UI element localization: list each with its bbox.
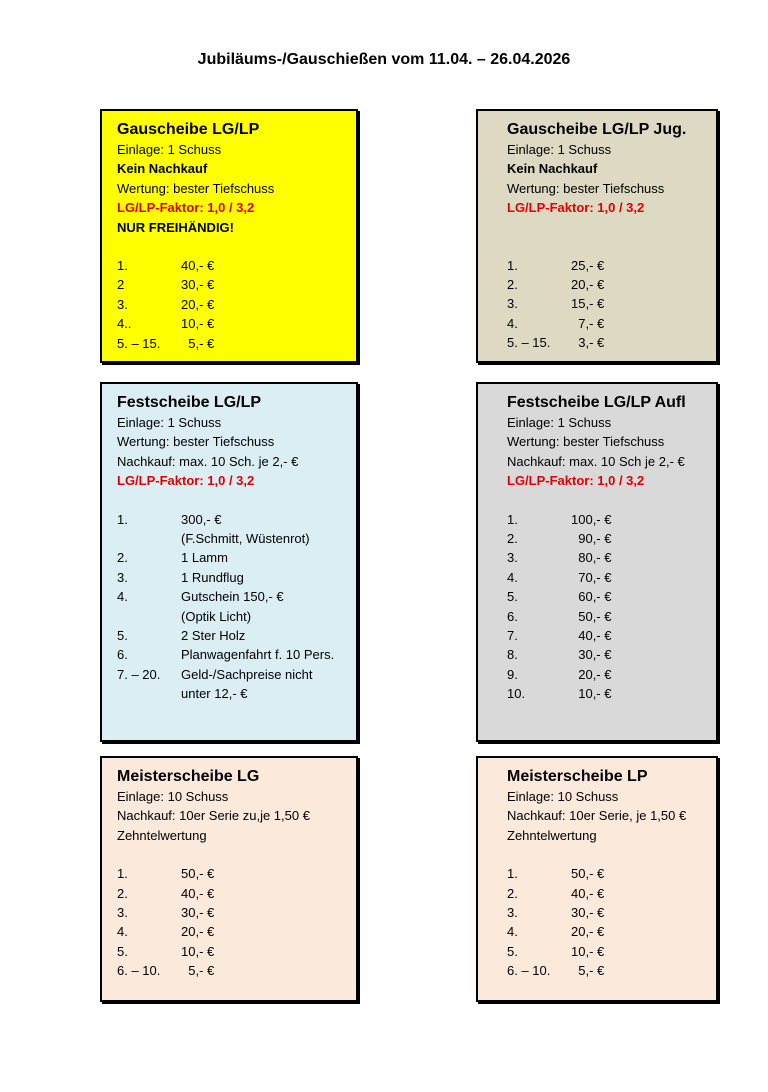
prize-rank: 5. <box>117 628 128 644</box>
prize-rank <box>117 529 181 548</box>
faktor-text: LG/LP-Faktor: 1,0 / 3,2 <box>117 473 255 489</box>
prize-row <box>507 256 604 275</box>
prize-row <box>117 626 334 645</box>
prize-rank: 5. <box>507 589 518 605</box>
prize-row <box>507 864 604 883</box>
prize-value: Planwagenfahrt f. 10 Pers. <box>181 647 335 663</box>
prize-row <box>117 903 214 922</box>
prize-rank <box>117 607 181 626</box>
prize-rank: 6. <box>507 608 518 624</box>
prize-row <box>117 922 214 941</box>
prize-row <box>507 922 604 941</box>
prize-value: (F.Schmitt, Wüstenrot) <box>181 531 310 547</box>
box-heading: Festscheibe LG/LP Aufl <box>507 394 686 411</box>
einlage-text: Einlage: 1 Schuss <box>117 142 222 157</box>
prize-row <box>117 645 334 664</box>
prize-value: 60,- € <box>578 589 612 605</box>
prize-row <box>507 645 611 664</box>
prize-rank: 4.. <box>117 316 132 332</box>
prize-table <box>117 256 214 353</box>
prize-value: 10,- € <box>571 943 605 959</box>
einlage-text: Einlage: 1 Schuss <box>507 415 612 430</box>
prize-value: 20,- € <box>181 296 215 312</box>
prize-rank: 6. <box>117 647 128 663</box>
prize-row <box>117 665 334 684</box>
wertung-text: Wertung: bester Tiefschuss <box>117 434 275 450</box>
prize-value: 30,- € <box>571 905 605 921</box>
prize-value: 10,- € <box>181 943 215 959</box>
prize-value: 2 Ster Holz <box>181 628 246 644</box>
prize-rank: 5. <box>507 943 518 959</box>
prize-row <box>117 961 214 980</box>
wertung-text: Wertung: bester Tiefschuss <box>507 180 665 196</box>
prize-rank: 5. <box>117 943 128 959</box>
box-heading: Gauscheibe LG/LP Jug. <box>507 121 687 138</box>
wertung-text: Wertung: bester Tiefschuss <box>117 180 275 196</box>
einlage-text: Einlage: 1 Schuss <box>507 142 612 157</box>
prize-rank: 3. <box>507 550 518 566</box>
prize-rank <box>117 684 181 703</box>
prize-row <box>117 548 334 567</box>
festscheibe-box <box>100 382 358 742</box>
prize-row <box>507 903 604 922</box>
prize-rank: 2. <box>117 550 128 566</box>
prize-value: 80,- € <box>578 550 612 566</box>
prize-rank: 1. <box>117 866 128 882</box>
prize-rank: 4. <box>117 924 128 940</box>
prize-rank: 4. <box>507 569 518 585</box>
einlage-text: Einlage: 10 Schuss <box>117 789 229 804</box>
prize-value: Gutschein 150,- € <box>181 589 284 605</box>
prize-value: 90,- € <box>578 531 612 547</box>
nachkauf-text: Nachkauf: max. 10 Sch. je 2,- € <box>117 453 299 469</box>
prize-value: Geld-/Sachpreise nicht <box>181 666 313 682</box>
freihaendig-text: NUR FREIHÄNDIG! <box>117 219 234 235</box>
prize-rank: 2. <box>507 531 518 547</box>
prize-row <box>117 510 334 529</box>
wertung-text: Wertung: bester Tiefschuss <box>507 434 665 450</box>
prize-value: 30,- € <box>181 277 215 293</box>
nachkauf-text: Nachkauf: 10er Serie, je 1,50 € <box>507 808 687 824</box>
prize-row <box>507 587 611 606</box>
prize-value: 7,- € <box>578 315 605 331</box>
prize-value: 50,- € <box>181 866 215 882</box>
prize-value: 1 Lamm <box>181 550 228 566</box>
prize-row <box>507 684 611 703</box>
prize-row <box>507 665 611 684</box>
wertung-text: Zehntelwertung <box>507 827 597 843</box>
prize-value: 20,- € <box>578 666 612 682</box>
prize-row <box>507 568 611 587</box>
prize-table <box>507 510 611 704</box>
prize-rank: 2. <box>507 277 518 293</box>
prize-rank: 5. – 15. <box>117 335 161 351</box>
prize-value: 40,- € <box>571 885 605 901</box>
wertung-text: Zehntelwertung <box>117 827 207 843</box>
prize-rank: 7. <box>507 628 518 644</box>
prize-rank: 9. <box>507 666 518 682</box>
prize-row <box>507 510 611 529</box>
prize-rank: 3. <box>117 569 128 585</box>
nachkauf-text: Nachkauf: max. 10 Sch je 2,- € <box>507 453 685 469</box>
prize-rank: 6. – 10. <box>507 963 551 979</box>
box-heading: Festscheibe LG/LP <box>117 394 262 411</box>
prize-rank: 5. – 15. <box>507 335 551 351</box>
prize-value: 1 Rundflug <box>181 569 244 585</box>
prize-row <box>117 314 214 333</box>
prize-row <box>117 256 214 275</box>
box-heading: Meisterscheibe LG <box>117 768 260 785</box>
gauscheibe-jugend-box <box>476 109 718 363</box>
prize-rank: 3. <box>117 905 128 921</box>
prize-value: 20,- € <box>571 277 605 293</box>
prize-row <box>117 568 334 587</box>
prize-row <box>507 529 611 548</box>
prize-rank: 2. <box>507 885 518 901</box>
prize-value: 3,- € <box>578 335 605 351</box>
prize-value: 20,- € <box>181 924 215 940</box>
prize-row <box>117 529 334 548</box>
prize-value: 10,- € <box>181 316 215 332</box>
prize-value: 30,- € <box>578 647 612 663</box>
prize-rank: 4. <box>507 315 518 331</box>
faktor-text: LG/LP-Faktor: 1,0 / 3,2 <box>507 200 645 216</box>
gauscheibe-box <box>100 109 358 363</box>
prize-value: 15,- € <box>571 296 605 312</box>
prize-row <box>507 942 604 961</box>
nachkauf-text: Nachkauf: 10er Serie zu,je 1,50 € <box>117 808 310 824</box>
prize-value: 300,- € <box>181 511 222 527</box>
prize-row <box>117 864 214 883</box>
prize-row <box>507 548 611 567</box>
prize-row <box>117 942 214 961</box>
prize-row <box>507 275 604 294</box>
prize-row <box>117 607 334 626</box>
page-title: Jubiläums-/Gauschießen vom 11.04. – 26.04.2026 <box>197 51 571 68</box>
prize-row <box>507 626 611 645</box>
prize-value: (Optik Licht) <box>181 608 252 624</box>
prize-rank: 8. <box>507 647 518 663</box>
prize-row <box>507 333 604 352</box>
prize-rank: 10. <box>507 686 526 702</box>
prize-rank: 4. <box>507 924 518 940</box>
prize-rank: 2 <box>117 277 125 293</box>
prize-value: 5,- € <box>188 335 215 351</box>
prize-rank: 2. <box>117 885 128 901</box>
prize-rank: 1. <box>507 257 518 273</box>
prize-rank: 1. <box>507 866 518 882</box>
prize-value: unter 12,- € <box>181 686 248 702</box>
prize-value: 5,- € <box>188 963 215 979</box>
prize-value: 40,- € <box>181 885 215 901</box>
einlage-text: Einlage: 10 Schuss <box>507 789 619 804</box>
prize-row <box>507 961 604 980</box>
meisterscheibe-lp-box <box>476 756 718 1002</box>
prize-row <box>507 294 604 313</box>
prize-value: 50,- € <box>571 866 605 882</box>
prize-rank: 1. <box>117 511 128 527</box>
meisterscheibe-lg-box <box>100 756 358 1002</box>
prize-rank: 3. <box>117 296 128 312</box>
nachkauf-text: Kein Nachkauf <box>117 161 208 177</box>
prize-value: 70,- € <box>578 569 612 585</box>
prize-row <box>117 884 214 903</box>
prize-table <box>507 864 604 980</box>
prize-value: 20,- € <box>571 924 605 940</box>
prize-rank: 4. <box>117 589 128 605</box>
prize-table <box>117 864 214 980</box>
prize-table <box>117 510 334 704</box>
prize-value: 50,- € <box>578 608 612 624</box>
prize-row <box>117 684 334 703</box>
prize-row <box>507 314 604 333</box>
prize-value: 30,- € <box>181 905 215 921</box>
prize-value: 100,- € <box>571 511 612 527</box>
box-heading: Meisterscheibe LP <box>507 768 648 785</box>
prize-row <box>117 275 214 294</box>
prize-row <box>117 587 334 606</box>
prize-row <box>507 607 611 626</box>
einlage-text: Einlage: 1 Schuss <box>117 415 222 430</box>
prize-value: 40,- € <box>578 628 612 644</box>
prize-row <box>117 334 214 353</box>
prize-value: 25,- € <box>571 257 605 273</box>
nachkauf-text: Kein Nachkauf <box>507 161 598 177</box>
prize-value: 10,- € <box>578 686 612 702</box>
faktor-text: LG/LP-Faktor: 1,0 / 3,2 <box>507 473 645 489</box>
prize-rank: 1. <box>507 511 518 527</box>
box-heading: Gauscheibe LG/LP <box>117 121 260 138</box>
prize-rank: 7. – 20. <box>117 666 161 682</box>
prize-value: 5,- € <box>578 963 605 979</box>
prize-value: 40,- € <box>181 258 215 274</box>
prize-table <box>507 256 604 353</box>
prize-row <box>117 295 214 314</box>
prize-rank: 3. <box>507 905 518 921</box>
festscheibe-aufgelegt-box <box>476 382 718 742</box>
prize-rank: 6. – 10. <box>117 963 161 979</box>
prize-rank: 3. <box>507 296 518 312</box>
prize-row <box>507 884 604 903</box>
prize-rank: 1. <box>117 258 128 274</box>
faktor-text: LG/LP-Faktor: 1,0 / 3,2 <box>117 200 255 216</box>
